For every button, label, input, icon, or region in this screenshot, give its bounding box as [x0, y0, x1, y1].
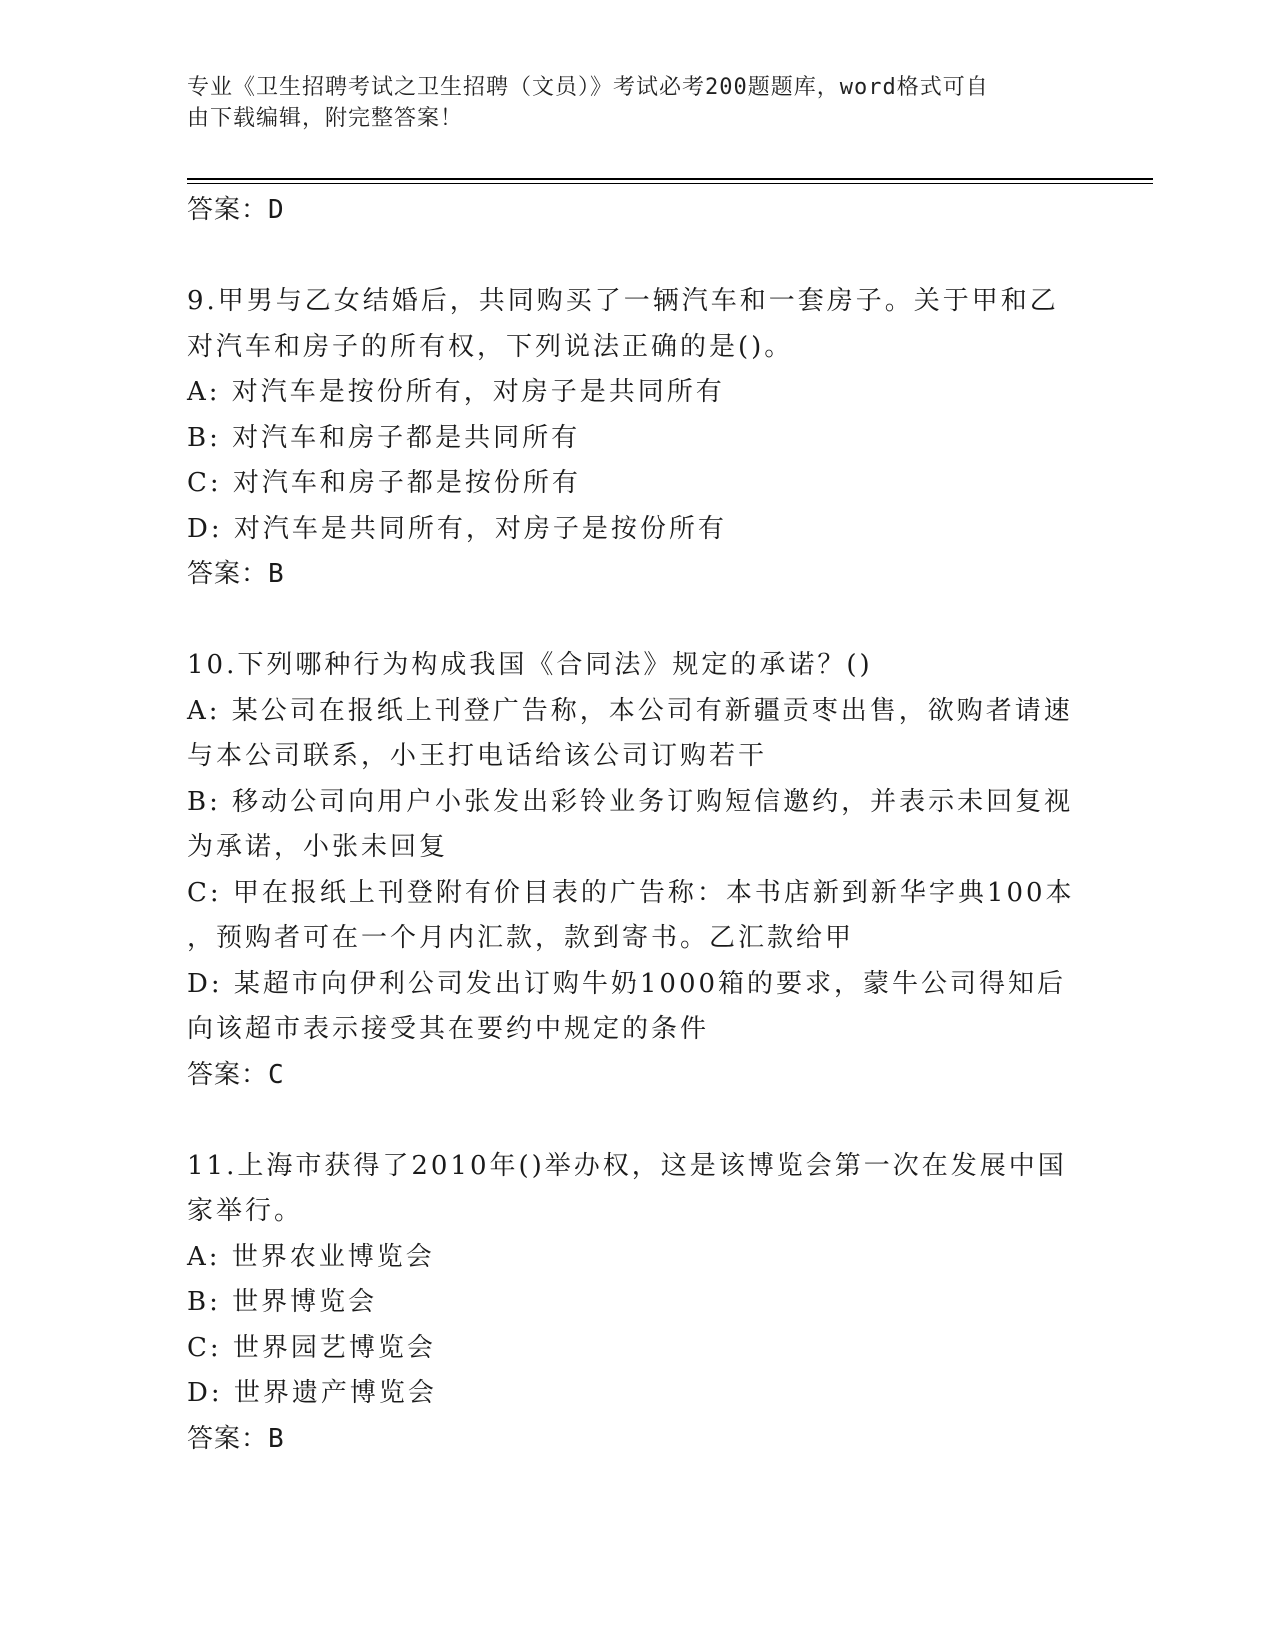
- option-d: D: 对汽车是共同所有，对房子是按份所有: [187, 513, 727, 544]
- option-a: A: 对汽车是按份所有，对房子是共同所有: [187, 377, 725, 407]
- question-list: [187, 188, 1077, 1462]
- previous-answer: 答案：D: [187, 195, 285, 225]
- question-stem-line: 对汽车和房子的所有权，下列说法正确的是()。: [187, 331, 794, 362]
- option-a-continued: 与本公司联系，小王打电话给该公司订购若干: [187, 741, 768, 771]
- question-stem-line: 10.下列哪种行为构成我国《合同法》规定的承诺？(): [187, 650, 873, 680]
- header-line-1: 专业《卫生招聘考试之卫生招聘（文员）》考试必考200题题库，word格式可自: [187, 75, 989, 100]
- document-header: [187, 72, 1087, 134]
- question-block: [187, 1144, 1077, 1463]
- question-stem-line: 9.甲男与乙女结婚后，共同购买了一辆汽车和一套房子。关于甲和乙: [187, 286, 1059, 316]
- option-c-continued: ，预购者可在一个月内汇款，款到寄书。乙汇款给甲: [187, 923, 855, 953]
- question-stem-line: 家举行。: [187, 1196, 304, 1226]
- option-a: A: 某公司在报纸上刊登广告称，本公司有新疆贡枣出售，欲购者请速: [187, 695, 1073, 726]
- answer-line: 答案：B: [187, 1423, 285, 1454]
- question-stem-line: 11.上海市获得了2010年()举办权，这是该博览会第一次在发展中国: [187, 1150, 1067, 1181]
- spacer: [187, 1098, 1077, 1144]
- header-divider-thin: [187, 183, 1153, 184]
- spacer: [187, 234, 1077, 280]
- spacer: [187, 598, 1077, 644]
- option-d: D: 某超市向伊利公司发出订购牛奶1000箱的要求，蒙牛公司得知后: [187, 968, 1067, 999]
- option-b: B: 移动公司向用户小张发出彩铃业务订购短信邀约，并表示未回复视: [187, 786, 1074, 817]
- option-b: B: 世界博览会: [187, 1287, 378, 1317]
- option-c: C: 对汽车和房子都是按份所有: [187, 468, 581, 498]
- question-block: [187, 279, 1077, 598]
- header-divider-thick: [187, 178, 1153, 180]
- option-c: C: 世界园艺博览会: [187, 1332, 436, 1363]
- option-b: B: 对汽车和房子都是共同所有: [187, 422, 581, 453]
- option-d: D: 世界遗产博览会: [187, 1378, 437, 1408]
- option-a: A: 世界农业博览会: [187, 1241, 435, 1272]
- option-b-continued: 为承诺，小张未回复: [187, 832, 449, 862]
- answer-line: 答案：B: [187, 559, 285, 589]
- question-block: [187, 643, 1077, 1098]
- option-d-continued: 向该超市表示接受其在要约中规定的条件: [187, 1014, 710, 1044]
- option-c: C: 甲在报纸上刊登附有价目表的广告称：本书店新到新华字典100本: [187, 877, 1075, 908]
- answer-line: 答案：C: [187, 1059, 285, 1090]
- header-line-2: 由下载编辑，附完整答案！: [187, 106, 464, 131]
